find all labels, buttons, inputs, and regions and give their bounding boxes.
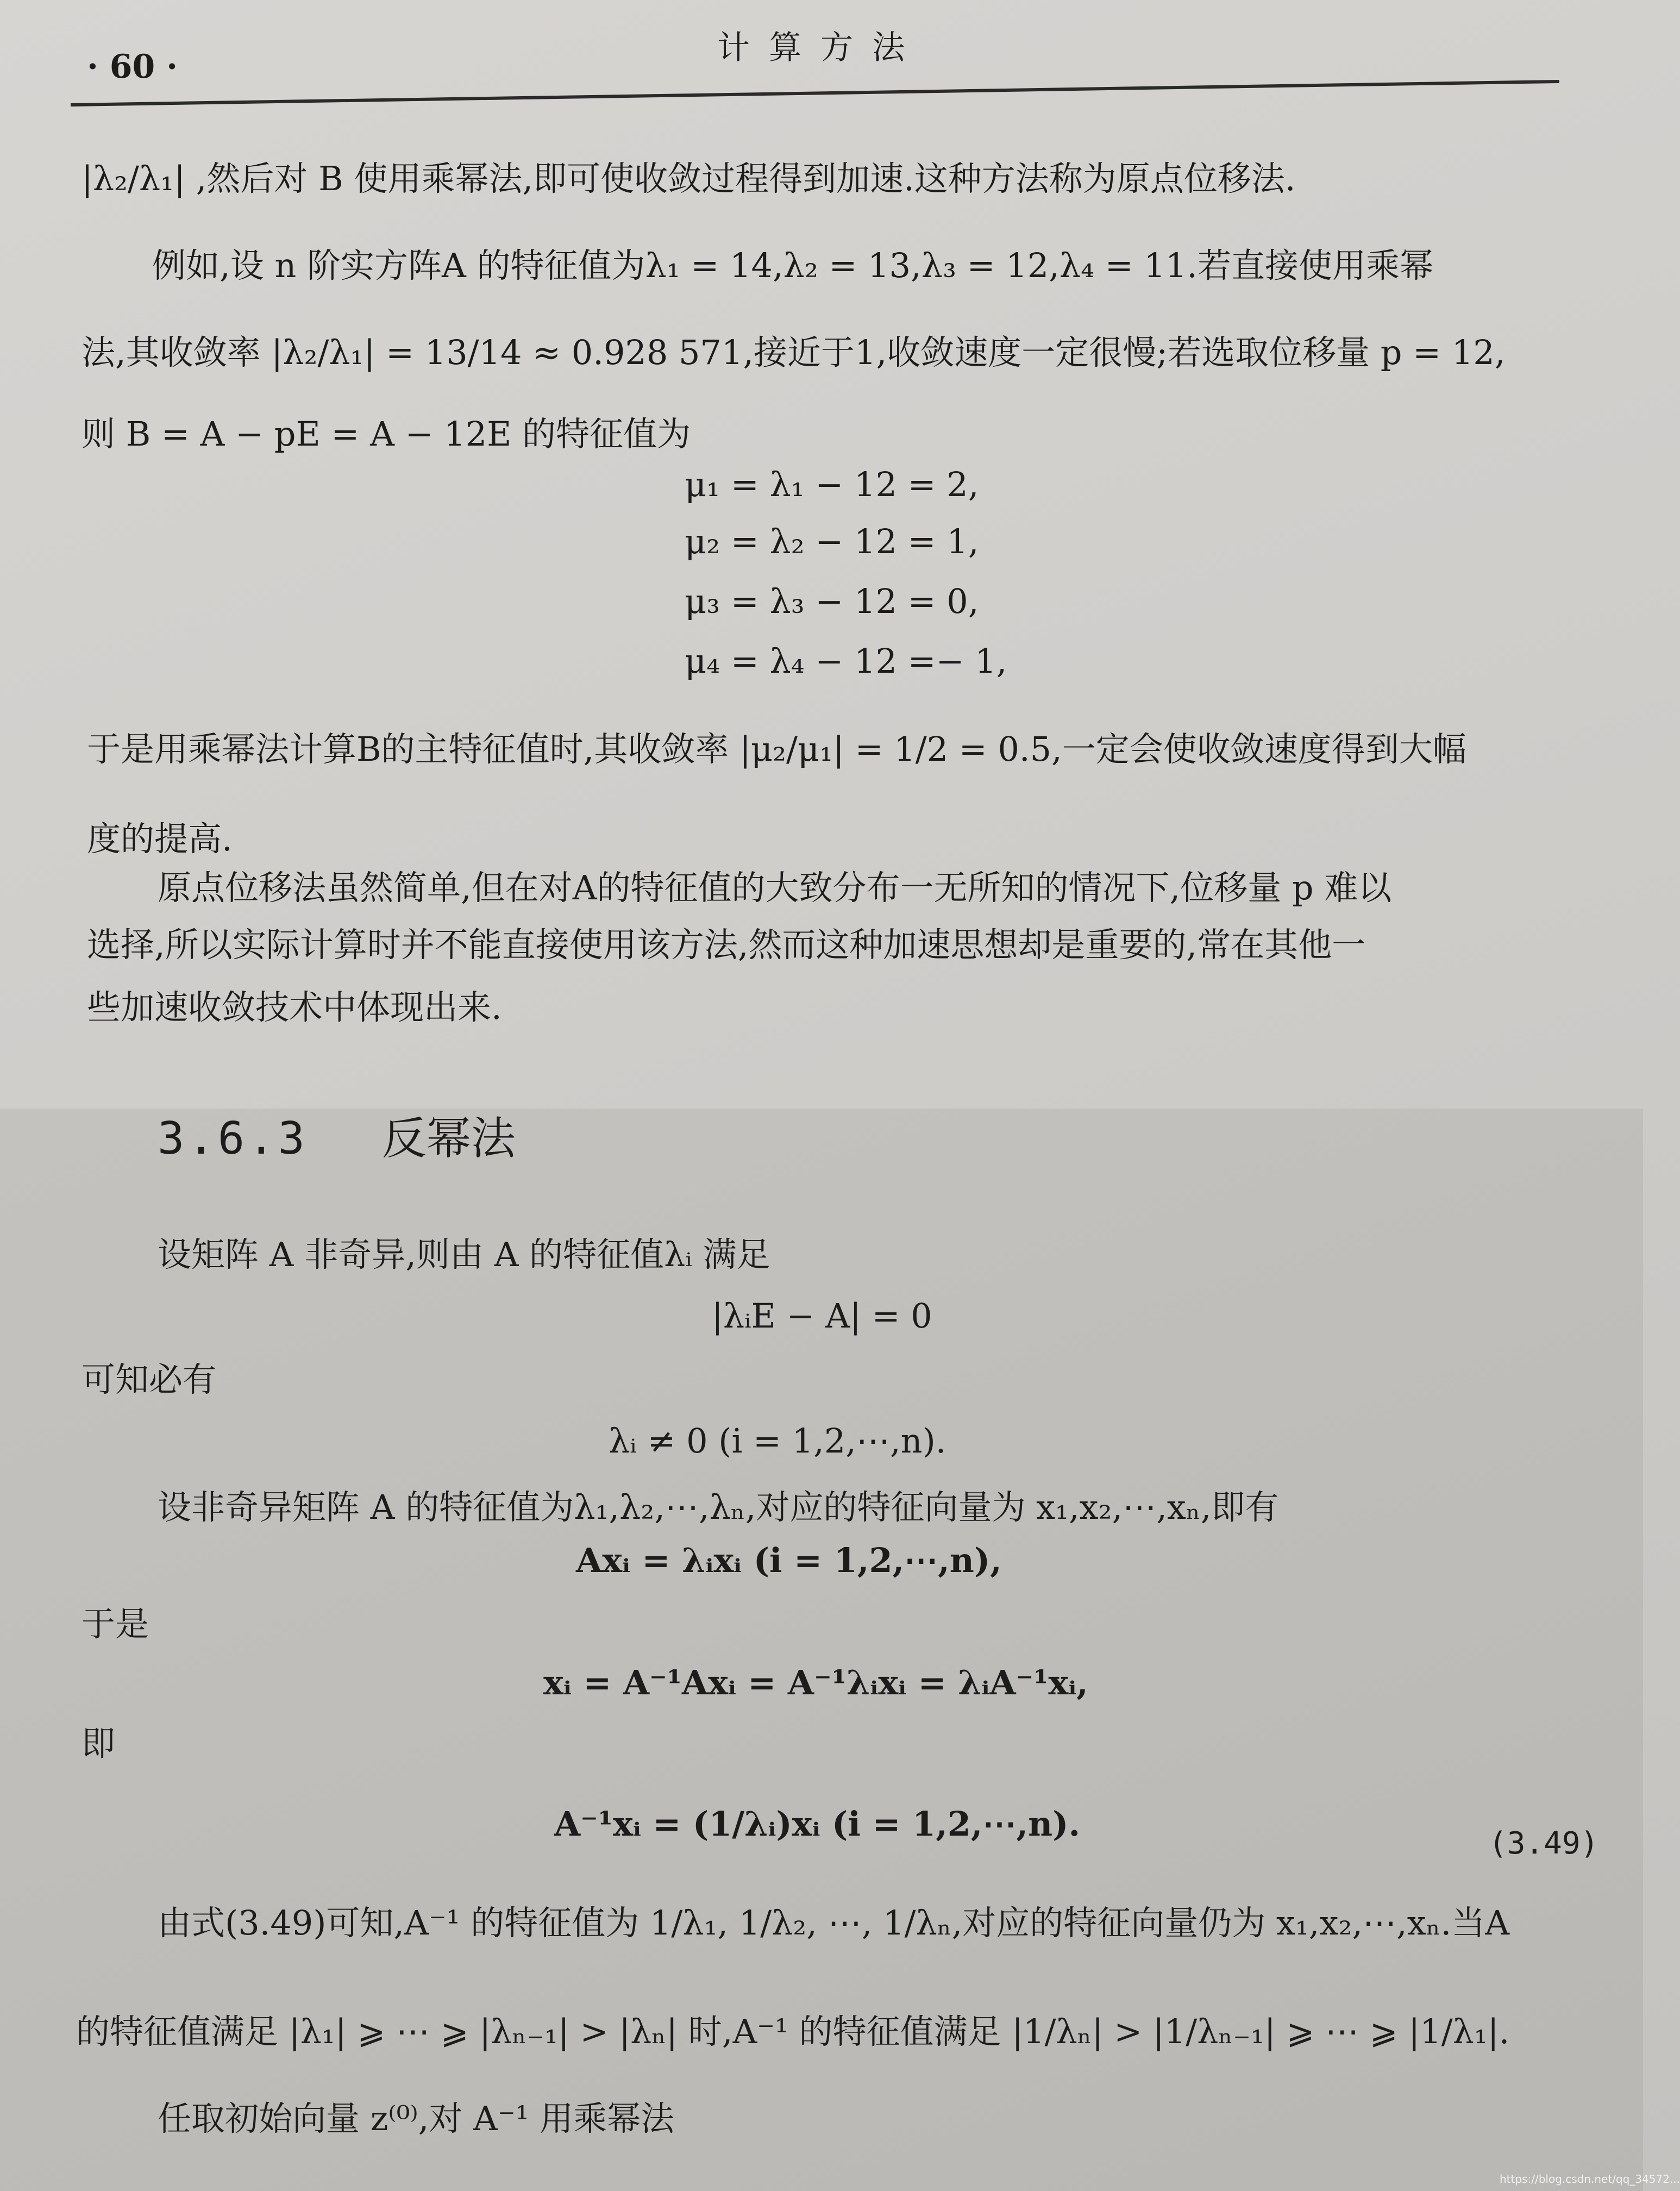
text-line-3: 法,其收敛率 |λ₂/λ₁| = 13/14 ≈ 0.928 571,接近于1,收敛速度一定很慢;若选取位移量 p = 12,	[82, 333, 1506, 372]
text-line-16: 的特征值满足 |λ₁| ⩾ ⋯ ⩾ |λₙ₋₁| > |λₙ| 时,A⁻¹ 的特征值满足 |1/λₙ| > |1/λₙ₋₁| ⩾ ⋯ ⩾ |1/λ₁|.	[76, 2012, 1510, 2051]
mu4-equation: μ₄ = λ₄ − 12 =− 1,	[685, 641, 1007, 681]
page-number: · 60 ·	[87, 48, 178, 86]
text-line-9: 些加速收敛技术中体现出来.	[87, 987, 502, 1027]
equation-5: A⁻¹xᵢ = (1/λᵢ)xᵢ (i = 1,2,⋯,n).	[554, 1804, 1081, 1844]
section-title: 反幂法	[381, 1113, 516, 1165]
text-line-12: 设非奇异矩阵 A 的特征值为λ₁,λ₂,⋯,λₙ,对应的特征向量为 x₁,x₂,⋯,xₙ,即有	[158, 1487, 1279, 1527]
text-line-14: 即	[82, 1724, 116, 1763]
running-title: 计 算 方 法	[717, 29, 910, 67]
text-line-8: 选择,所以实际计算时并不能直接使用该方法,然而这种加速思想却是重要的,常在其他一	[87, 925, 1366, 965]
text-line-11: 可知必有	[82, 1360, 217, 1399]
equation-1: |λᵢE − A| = 0	[712, 1296, 932, 1336]
section-heading	[158, 1103, 516, 1167]
text-line-15: 由式(3.49)可知,A⁻¹ 的特征值为 1/λ₁, 1/λ₂, ⋯, 1/λₙ,对应的特征向量仍为 x₁,x₂,⋯,xₙ.当A	[158, 1903, 1510, 1943]
text-line-6: 度的提高.	[87, 819, 233, 859]
text-line-1: |λ₂/λ₁| ,然后对 B 使用乘幂法,即可使收敛过程得到加速.这种方法称为原点位移法.	[82, 159, 1296, 198]
text-line-7: 原点位移法虽然简单,但在对A的特征值的大致分布一无所知的情况下,位移量 p 难以	[158, 868, 1392, 907]
watermark: https://blog.csdn.net/qq_34572...	[1500, 2173, 1680, 2186]
section-number: 3.6.3	[158, 1113, 308, 1165]
text-line-4: 则 B = A − pE = A − 12E 的特征值为	[82, 414, 691, 454]
header-rule	[71, 80, 1559, 107]
mu1-equation: μ₁ = λ₁ − 12 = 2,	[685, 465, 979, 504]
text-line-17: 任取初始向量 z⁽⁰⁾,对 A⁻¹ 用乘幂法	[158, 2099, 675, 2138]
mu2-equation: μ₂ = λ₂ − 12 = 1,	[685, 522, 979, 561]
equation-2: λᵢ ≠ 0 (i = 1,2,⋯,n).	[609, 1421, 946, 1461]
text-line-10: 设矩阵 A 非奇异,则由 A 的特征值λᵢ 满足	[158, 1235, 770, 1274]
equation-3: Axᵢ = λᵢxᵢ (i = 1,2,⋯,n),	[576, 1541, 1002, 1580]
mu3-equation: μ₃ = λ₃ − 12 = 0,	[685, 581, 979, 621]
equation-number: (3.49)	[1489, 1826, 1599, 1861]
text-line-5: 于是用乘幂法计算B的主特征值时,其收敛率 |μ₂/μ₁| = 1/2 = 0.5,一定会使收敛速度得到大幅	[87, 729, 1466, 769]
equation-4: xᵢ = A⁻¹Axᵢ = A⁻¹λᵢxᵢ = λᵢA⁻¹xᵢ,	[543, 1663, 1088, 1702]
text-line-2: 例如,设 n 阶实方阵A 的特征值为λ₁ = 14,λ₂ = 13,λ₃ = 12,λ₄ = 11.若直接使用乘幂	[152, 246, 1433, 285]
text-line-13: 于是	[82, 1604, 149, 1644]
